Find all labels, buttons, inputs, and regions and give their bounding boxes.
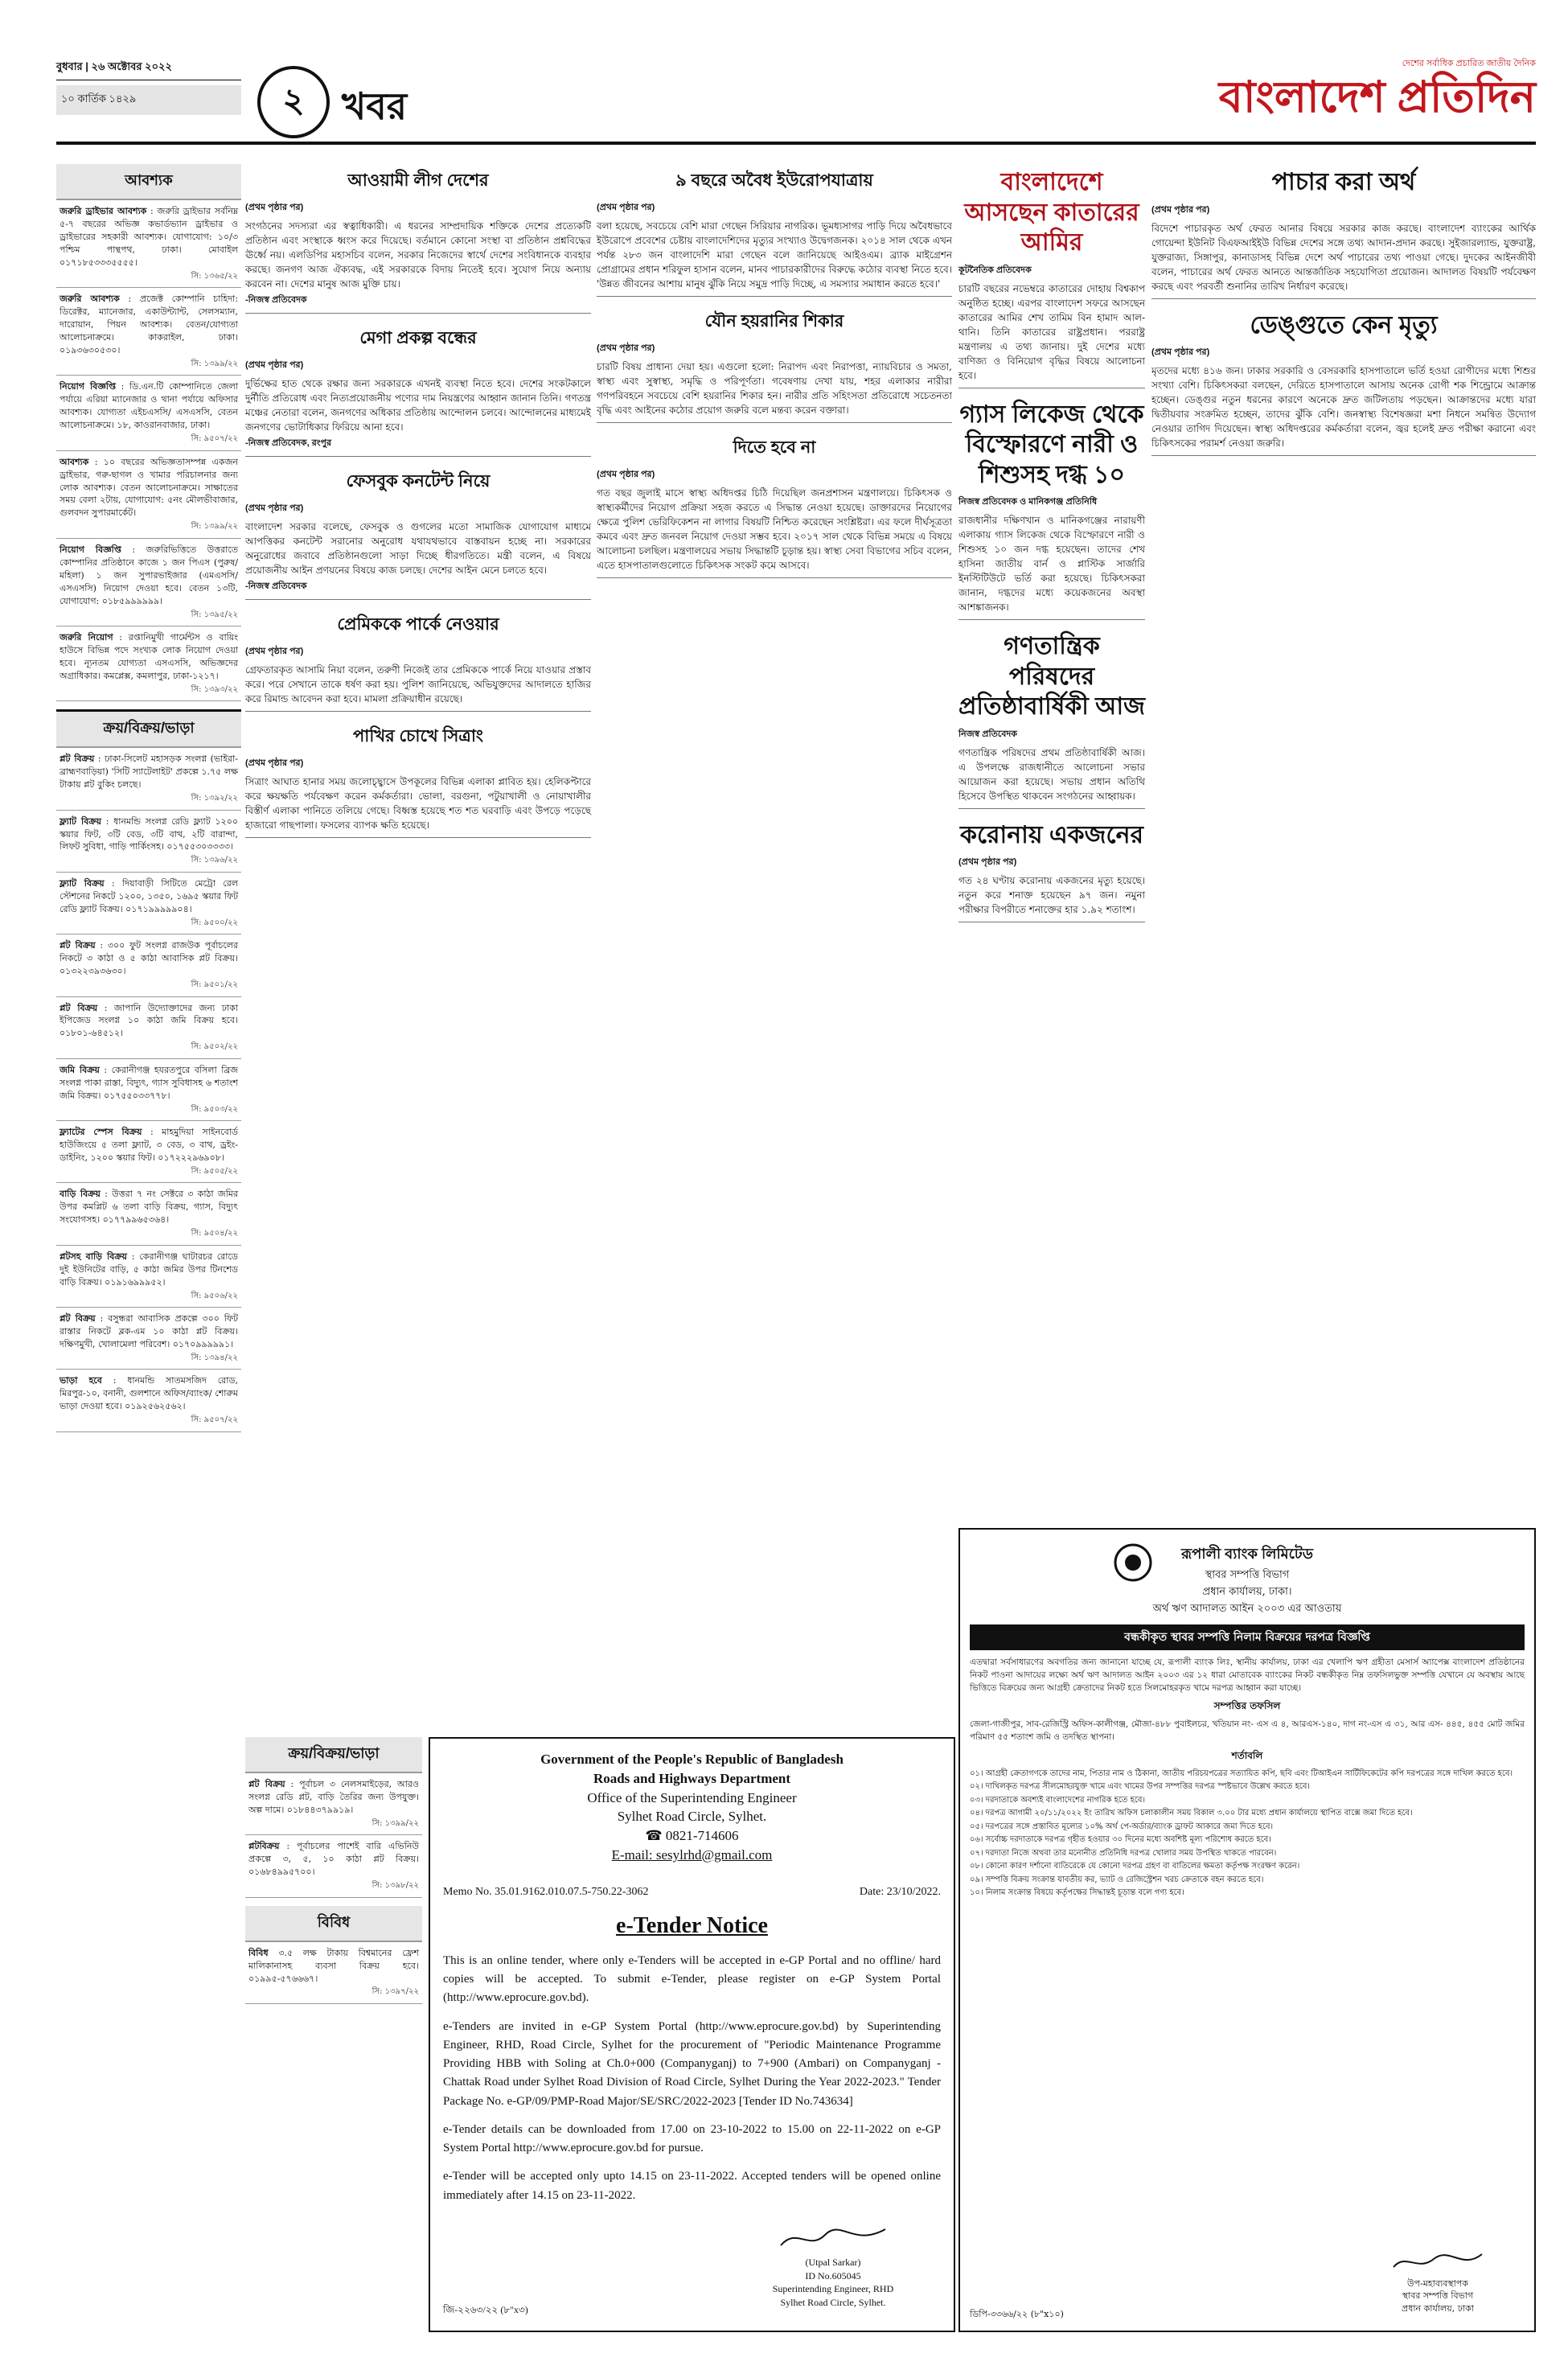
classified-ad[interactable]: প্লট বিক্রয় : পূর্বাচল ৩ নেলসমাইড়ের, আরও সংলগ্ন রেডি প্লট, বাড়ি তৈরির জন্য উপযুক্ত। অল্প দামে। ০১৮৪৪৩৭৯৯১৯। সি: ১৩৯৯/২২ — [245, 1773, 422, 1835]
date-block — [56, 56, 241, 115]
article-body: গ্রেফতারকৃত আসামি নিয়া বলেন, তরুণী নিজেই তার প্রেমিককে পার্কে নিয়ে যাওয়ার প্রস্তাব করে। পরে সেখানে তাকে ধর্ষণ করা হয়। পুলিশ জানিয়েছে, অভিযুক্তদের আদালতে হাজির করে রিমান্ড আবেদন করা হবে। মামলা প্রক্রিয়াধীন রয়েছে। — [245, 664, 591, 704]
ad-title: প্লট বিক্রয় — [60, 1002, 98, 1013]
ad-title: প্লট বিক্রয় — [60, 940, 96, 951]
ad-text: কেরানীগঞ্জ ঘাটারচর রোডে দুই ইউনিটের বাড়ি, ৫ কাঠা জমির উপর টিনশেড বাড়ি বিক্রয়। ০১৯১৬৯৯৯৫২। — [60, 1251, 238, 1288]
article-body: বলা হয়েছে, সবচেয়ে বেশি মারা গেছেন সিরিয়ার নাগরিক। ভূমধ্যসাগর পাড়ি দিয়ে অবৈধভাবে ইউরোপে প্রবেশের চেষ্টায় বাংলাদেশিদের মৃত্যুর সংখ্যাও উদ্বেগজনক। ২০১৪ সাল থেকে এখন পর্যন্ত ২৮৩ জন বাংলাদেশি মারা গেছেন বলে জানিয়েছে আইওএম। ব্র্যাক মাইগ্রেশন প্রোগ্রামের প্রধান শরিফুল হাসান বলেন, মানব পাচারকারীদের বিরুদ্ধে কঠোর ব্যবস্থা নিতে হবে। 'উন্নত জীবনের আশায় মানুষ ঝুঁকি নিয়ে সমুদ্র পাড়ি দিচ্ছে, এ সমস্যার সমাধান করতে হবে।' — [597, 220, 952, 290]
masthead — [56, 56, 1536, 153]
date-gregorian: বুধবার | ২৬ অক্টোবর ২০২২ — [56, 56, 241, 80]
ad-code: সি: ১৩৯৮/২২ — [371, 1881, 419, 1891]
ad-text: ৩০০ ফুট সংলগ্ন রাজউক পূর্বাচলের নিকটে ৩ কাঠা ও ৫ কাঠা আবাসিক প্লট বিক্রয়। ০১৩২২৩৯৩৬৩০। — [60, 940, 239, 977]
tender-sign-office: Sylhet Road Circle, Sylhet. — [780, 2297, 886, 2309]
article-byline: (প্রথম পৃষ্ঠার পর) — [245, 203, 304, 212]
news-column-4 — [1151, 164, 1536, 464]
article-byline: (প্রথম পৃষ্ঠার পর) — [1151, 204, 1210, 215]
bank-condition-item: ০৩। দরদাতাকে অবশ্যই বাংলাদেশের নাগরিক হতে হবে। — [970, 1795, 1146, 1805]
ad-text: পূর্বাচলের পাশেই বারি এভিনিউ প্রকল্পে ৩, ৫, ১০ কাঠা প্লট বিক্রয়। ০১৬৮৪৯৯৫৭০০। — [248, 1841, 419, 1878]
ad-text: দিয়াবাড়ী সিটিতে মেট্রো রেল স্টেশনের নিকটে ১২০০, ১৩৫০, ১৬৯৫ স্কয়ার ফিট রেডি ফ্ল্যাট বিক্রয়। ০১৭১৯৯৯৯৯০৪। — [60, 877, 238, 914]
classified-ad[interactable]: ফ্ল্যাট বিক্রয় : দিয়াবাড়ী সিটিতে মেট্রো রেল স্টেশনের নিকটে ১২০০, ১৩৫০, ১৬৯৫ স্কয়ার ফিট রেডি ফ্ল্যাট বিক্রয়। ০১৭১৯৯৯৯৯০৪। সি: ৯৫০০/২২ — [56, 873, 241, 934]
ad-code: সি: ১৩৯২/২২ — [191, 794, 238, 803]
misc-sale-heading: ক্রয়/বিক্রয়/ভাড়া — [245, 1737, 422, 1773]
ad-text: উত্তরা ৭ নং সেক্টরে ৩ কাঠা জমির উপর কমপ্লিট ৬ তলা বাড়ি বিক্রয়, গ্যাস, বিদ্যুৎ সংযোগসহ। ০১৭৭৯৯৬৫৩৬৪। — [60, 1189, 239, 1226]
page-number-badge: ২ — [257, 66, 330, 138]
ad-text: প্রজেক্ট কোম্পানি চাহিদা: ডিরেক্টর, ম্যানেজার, একাউন্ট্যান্ট, সেলসম্যান, দারোয়ান, পিয়ন আবশ্যক। বেতন/যোগ্যতা আলোচনাক্রমে। কাকরাইল, ঢাকা। ০১৯৩৬৩০৫৩০। — [60, 294, 239, 355]
bank-condition-item: ০১। আগ্রহী ক্রেতাগণকে তাদের নাম, পিতার নাম ও ঠিকানা, জাতীয় পরিচয়পত্রের সত্যায়িত কপি, ছবি এবং টিআইএন সার্টিফিকেটের কপি দরপত্রের সঙ্গে দাখিল করতে হবে। — [970, 1768, 1513, 1778]
article-byline: (প্রথম পৃষ্ঠার পর) — [1151, 347, 1210, 357]
classified-ad[interactable]: প্লটসহ বাড়ি বিক্রয় : কেরানীগঞ্জ ঘাটারচর রোডে দুই ইউনিটের বাড়ি, ৫ কাঠা জমির উপর টিনশেড বাড়ি বিক্রয়। ০১৯১৬৯৯৯৫২। সি: ৯৫০৬/২২ — [56, 1246, 241, 1308]
bank-logo-icon — [1113, 1542, 1153, 1583]
classified-ad[interactable]: প্লট বিক্রয় : ৩০০ ফুট সংলগ্ন রাজউক পূর্বাচলের নিকটে ৩ কাঠা ও ৫ কাঠা আবাসিক প্লট বিক্রয়। ০১৩২২৩৯৩৬৩০। সি: ৯৫০১/২২ — [56, 934, 241, 996]
classified-ad[interactable]: প্লটবিক্রয় : পূর্বাচলের পাশেই বারি এভিনিউ প্রকল্পে ৩, ৫, ১০ কাঠা প্লট বিক্রয়। ০১৬৮৪৯৯৫৭০০। সি: ১৩৯৮/২২ — [245, 1835, 422, 1897]
bank-intro: এতদ্বারা সর্বসাধারণের অবগতির জন্য জানানো যাচ্ছে যে, রূপালী ব্যাংক লিঃ, স্থানীয় কার্যালয়, ঢাকা এর খেলাপি ঋণ গ্রহীতা মেসার্স অ্যাপেক্স বাংলাদেশ প্রতিষ্ঠানের নিকট পাওনা আদায়ের লক্ষ্যে অর্থ ঋণ আদালত আইন ২০০৩ এর ১২ ধারা মোতাবেক ব্যাংকের নিকট বন্ধকীকৃত নিম্ন তফসিলভুক্ত সম্পত্তি যেখানে যে অবস্থায় আছে ভিত্তিতে বিক্রয়ের জন্য আগ্রহী ক্রেতাদের নিকট হতে সিলমোহরকৃত খামে দরপত্র আহ্বান করা যাচ্ছে। — [970, 1657, 1525, 1693]
date-bengali: ১০ কার্তিক ১৪২৯ — [56, 85, 241, 115]
ad-code: সি: ১৩৯৬/২২ — [191, 856, 238, 865]
news-article — [245, 608, 591, 712]
bank-conditions-list — [970, 1768, 1525, 1900]
sale-heading: ক্রয়/বিক্রয়/ভাড়া — [56, 712, 241, 748]
ad-code: সি: ৯৫০২/২২ — [191, 1042, 238, 1052]
ad-title: প্লট বিক্রয় — [60, 1313, 96, 1325]
article-byline: (প্রথম পৃষ্ঠার পর) — [958, 857, 1017, 867]
news-column-1 — [245, 164, 591, 846]
ad-title: বাড়ি বিক্রয় — [60, 1189, 101, 1200]
classified-ad[interactable]: প্লট বিক্রয় : জাপানি উদ্যোক্তাদের জন্য ঢাকা ইপিজেড সংলগ্ন ১০ কাঠা জমি বিক্রয় হবে। ০১৮০১-৬৪৫১২। সি: ৯৫০২/২২ — [56, 997, 241, 1059]
ad-text: ডি.এন.টি কোম্পানিতে জেলা পর্যায়ে এরিয়া ম্যানেজার ও থানা পর্যায়ে অফিসার আবশ্যক। যোগ্যতা এইচএসসি/ এসএসসি, বেতন আলোচনাক্রমে। ১৮, কাওরানবাজার, ঢাকা। — [60, 381, 239, 431]
tender-para-4: e-Tender will be accepted only upto 14.15 on 23-11-2022. Accepted tenders will be opened online immediately after 14.15 on 23-11-2022. — [443, 2170, 941, 2202]
bank-sign-title: উপ-মহাব্যবস্থাপক — [1407, 2277, 1468, 2289]
ad-code: সি: ৯৫০৬/২২ — [191, 1291, 238, 1300]
article-divider — [245, 837, 591, 838]
article-byline: (প্রথম পৃষ্ঠার পর) — [597, 343, 655, 353]
ad-title: প্লটসহ বাড়ি বিক্রয় — [60, 1251, 128, 1262]
bank-note: অর্থ ঋণ আদালত আইন ২০০৩ এর আওতায় — [1152, 1603, 1342, 1615]
ad-text: মাহমুদিয়া সাইনবোর্ড হাউজিংয়ে ৫ তলা ফ্ল্যাট, ৩ বেড, ৩ বাথ, ড্রইং-ডাইনিং, ১২০০ স্কয়ার ফিট। ০১৭২২২৯৬৯০৮। — [60, 1127, 239, 1163]
article-body: চারটি বিষয় প্রাধান্য দেয়া হয়। এগুলো হলো: নিরাপদ এবং নিরাপত্তা, ন্যায়বিচার ও সমতা, স্বাস্থ্য এবং সুস্বাস্থ্য, সমৃদ্ধি ও পরিপূর্ণতা। গবেষণায় দেখা যায়, শহর এলাকার নারীরা গণপরিবহনে সবচেয়ে বেশি হয়রানির শিকার হন। নারীর প্রতি সহিংসতা প্রতিরোধে সচেতনতা বৃদ্ধি এবং আইনের কঠোর প্রয়োগ জরুরি বলে মন্তব্য করেন বক্তারা। — [597, 361, 952, 416]
article-body: বিদেশে পাচারকৃত অর্থ ফেরত আনার বিষয়ে সরকার কাজ করছে। বাংলাদেশ ব্যাংকের আর্থিক গোয়েন্দা ইউনিট বিএফআইইউ বিভিন্ন দেশের সঙ্গে তথ্য আদান-প্রদান করছে। সুইজারল্যান্ড, যুক্তরাষ্ট্র, যুক্তরাজ্য, সিঙ্গাপুর, কানাডাসহ বিভিন্ন দেশে অর্থ পাচারের তথ্য পাওয়া গেছে। দুদকের আইনজীবী বলেন, পাচারের অর্থ ফেরত আনতে আন্তর্জাতিক সহযোগিতা প্রয়োজন। আদালত বিষয়টি পর্যবেক্ষণ করছে এবং পরবর্তী শুনানির তারিখ নির্ধারণ করেছে। — [1151, 222, 1536, 292]
ad-title: প্লটবিক্রয় — [248, 1841, 280, 1852]
bank-conditions-heading: শর্তাবলি — [1231, 1749, 1263, 1761]
article-divider — [958, 619, 1145, 620]
article-divider — [1151, 298, 1536, 299]
article-body: দুর্ভিক্ষের হাত থেকে রক্ষার জন্য সরকারকে এখনই ব্যবস্থা নিতে হবে। দেশের সংকটকালে দুর্নীতি প্রতিরোধ এবং নিত্যপ্রয়োজনীয় পণ্যের দাম নিয়ন্ত্রণের আহ্বান জানান তিনি। গণতন্ত্র মঞ্চের নেতারা বলেন, জনগণের অধিকার প্রতিষ্ঠায় আন্দোলন চলবে। আন্দোলনের মাধ্যমেই জনগণের ভোটাধিকার ফিরিয়ে আনা হবে। — [245, 378, 591, 433]
article-headline[interactable]: প্রেমিককে পার্কে নেওয়ার — [337, 615, 499, 634]
classified-ad[interactable]: বাড়ি বিক্রয় : উত্তরা ৭ নং সেক্টরে ৩ কাঠা জমির উপর কমপ্লিট ৬ তলা বাড়ি বিক্রয়, গ্যাস, বিদ্যুৎ সংযোগসহ। ০১৭৭৯৯৬৫৩৬৪। সি: ৯৫০৪/২২ — [56, 1183, 241, 1245]
tender-para-1: This is an online tender, where only e-Tenders will be accepted in e-GP Portal and no offline/ hard copies will be accepted. To submit e-Tender, please register on e-GP System Portal (http://www.eprocure.gov.bd). — [443, 1953, 941, 2005]
news-article — [958, 628, 1145, 809]
classified-ad[interactable]: ফ্ল্যাটের স্পেস বিক্রয় : মাহমুদিয়া সাইনবোর্ড হাউজিংয়ে ৫ তলা ফ্ল্যাট, ৩ বেড, ৩ বাথ, ড্রইং-ডাইনিং, ১২০০ স্কয়ার ফিট। ০১৭২২২৯৬৯০৮। সি: ৯৫০৫/২২ — [56, 1121, 241, 1183]
sale-section — [56, 709, 241, 1431]
article-headline[interactable]: আওয়ামী লীগ দেশের — [347, 171, 489, 190]
ad-text: রপ্তানিমুখী গার্মেন্টস ও বায়িং হাউসে বিভিন্ন পদে সংখ্যক লোক নিয়োগ দেওয়া হবে। ন্যূনতম যোগ্যতা এসএসসি, অভিজ্ঞদের অগ্রাধিকার। কমপ্লেক্স, কমলাপুর, ঢাকা-১২১৭। — [60, 632, 239, 681]
misc-ad[interactable] — [245, 1942, 422, 2004]
news-article — [958, 817, 1145, 923]
bank-sign-dept: স্থাবর সম্পত্তি বিভাগ — [1402, 2290, 1474, 2302]
bank-condition-item: ১০। নিলাম সংক্রান্ত বিষয়ে কর্তৃপক্ষের সিদ্ধান্তই চূড়ান্ত বলে গণ্য হবে। — [970, 1888, 1184, 1898]
tender-phone-row — [443, 1826, 941, 1846]
classified-ad[interactable]: ভাড়া হবে : ধানমন্ডি সাতমসজিদ রোড, মিরপুর-১০, বনানী, গুলশানে অফিস/ব্যাংক/ শোরুম ভাড়া দেওয়া হবে। ০১৯২৫৬২৫৬২। সি: ৯৫০৭/২২ — [56, 1370, 241, 1431]
tender-circle: Sylhet Road Circle, Sylhet. — [617, 1809, 767, 1825]
ad-title: আবশ্যক — [60, 456, 89, 467]
news-article — [958, 164, 1145, 388]
misc-sale-ad-list — [245, 1773, 422, 1898]
article-divider — [1151, 455, 1536, 456]
article-body: গণতান্ত্রিক পরিষদের প্রথম প্রতিষ্ঠাবার্ষিকী আজ। এ উপলক্ষে রাজধানীতে আলোচনা সভার আয়োজন করা হয়েছে। সভায় প্রধান অতিথি হিসেবে উপস্থিত থাকবেন সংগঠনের আহ্বায়ক। — [958, 746, 1145, 802]
bank-condition-item: ০২। দাখিলকৃত দরপত্র সীলমোহরযুক্ত খামে এবং খামের উপর সম্পত্তির দরপত্র স্পষ্টভাবে উল্লেখ করতে হবে। — [970, 1782, 1310, 1792]
article-byline: (প্রথম পৃষ্ঠার পর) — [597, 470, 655, 479]
article-byline: নিজস্ব প্রতিবেদক — [958, 729, 1017, 739]
ad-text: জরুরিভিত্তিতে উত্তরাতে কোম্পানির প্রতিষ্ঠানে কাজে ১ জন পিএস (পুরুষ/মহিলা) ১ জন সুপারভাইজার (এমএসসি/এসএসসি) নিয়োগ দেওয়া হবে। বেতন ১৩টি, যোগাযোগ: ০১৮৫৯৯৯৯৯৯। — [60, 544, 239, 606]
ad-title: জরুরি নিয়োগ — [60, 632, 113, 643]
tender-ref: জি-২২৬৩/২২ (৮"x৩) — [443, 2304, 528, 2315]
tender-dept: Roads and Highways Department — [593, 1770, 791, 1786]
ad-title: নিয়োগ বিজ্ঞপ্তি — [60, 544, 121, 555]
ad-code: সি: ১৩৯৪/২২ — [191, 1353, 238, 1362]
ad-code: সি: ১৩৬৫/২২ — [191, 271, 238, 281]
bank-condition-item: ০৭। দরদাতা নিজে অথবা তার মনোনীত প্রতিনিধি দরপত্র খোলার সময় উপস্থিত থাকতে পারবেন। — [970, 1848, 1277, 1858]
article-divider — [958, 808, 1145, 809]
classified-ad[interactable]: ফ্ল্যাট বিক্রয় : ধানমন্ডি সংলগ্ন রেডি ফ্ল্যাট ১২০০ স্কয়ার ফিট, ৩টি বেড, ৩টি বাথ, ২টি বারান্দা, লিফট সুবিধা, গাড়ি পার্কিংসহ। ০১৭৫৫৩০৩৩৩৩। সি: ১৩৯৬/২২ — [56, 811, 241, 873]
bank-condition-item: ০৮। কোনো কারণ দর্শানো ব্যতিরেকে যে কোনো দরপত্র গ্রহণ বা বাতিলের ক্ষমতা কর্তৃপক্ষ সংরক্ষণ করেন। — [970, 1862, 1300, 1871]
tender-title: e-Tender Notice — [616, 1912, 768, 1938]
ad-text: ধানমন্ডি সাতমসজিদ রোড, মিরপুর-১০, বনানী, গুলশানে অফিস/ব্যাংক/ শোরুম ভাড়া দেওয়া হবে। ০১৯২৫৬২৫৬২। — [60, 1375, 238, 1412]
ad-title: ফ্ল্যাট বিক্রয় — [60, 877, 105, 889]
bank-banner: বন্ধকীকৃত স্থাবর সম্পত্তি নিলাম বিক্রয়ের দরপত্র বিজ্ঞপ্তি — [970, 1624, 1525, 1650]
bank-ref: ডিপি-৩৩৬৬/২২ (৮"x১০) — [970, 2309, 1064, 2319]
ad-title: ভাড়া হবে — [60, 1375, 102, 1386]
ad-code: সি: ৯৫০৪/২২ — [191, 1229, 238, 1238]
signature-mark-icon — [1389, 2249, 1486, 2273]
article-divider — [245, 456, 591, 457]
article-byline: (প্রথম পৃষ্ঠার পর) — [245, 758, 304, 768]
article-divider — [245, 599, 591, 600]
article-headline[interactable]: মেগা প্রকল্প বন্ধের — [359, 329, 477, 347]
tender-para-2: e-Tenders are invited in e-GP System Portal (http://www.eprocure.gov.bd) by Superintending Engineer, RHD, Road Circle, Sylhet for the procurement of "Periodic Maintenance Programme Providing HBB with Soling at Ch.0+000 (Companyganj) to 7+900 (Ambari) on Companyganj -Chattak Road under Sylhet Road Division of Road Circle, Sylhet During the Year 2022-2023." Tender Package No. e-GP/09/PMP-Road Major/SE/SRC/2022-2023 [Tender ID No.743634] — [443, 2019, 941, 2108]
ad-title: নিয়োগ বিজ্ঞপ্তি — [60, 381, 116, 392]
ad-code: সি: ৯৫০৭/২২ — [191, 1415, 238, 1425]
article-body: চারটি বছরের নভেম্বরে কাতারের দোহায় বিশ্বকাপ অনুষ্ঠিত হচ্ছে। এরপর বাংলাদেশ সফরে আসছেন কাতারের আমির শেখ তামিম বিন হামাদ আল-থানি। তিনি কাতারের রাষ্ট্রপ্রধান। পররাষ্ট্র মন্ত্রণালয় এ তথ্য জানায়। দুই দেশের মধ্যে বাণিজ্য ও বিনিয়োগ বৃদ্ধির বিষয়ে আলোচনা হবে। — [958, 282, 1145, 381]
tender-memo-row — [443, 1886, 941, 1899]
tender-sign-name: (Utpal Sarkar) — [805, 2256, 861, 2268]
classified-ad[interactable]: আবশ্যক : ১০ বছরের অভিজ্ঞতাসম্পন্ন একজন ড্রাইভার, গরু-ছাগল ও খামার পরিচালনার জন্য লোক আবশ্যক। বেতন আলোচনাক্রমে। সাক্ষাতের সময় বেলা ২টায়, যোগাযোগ: ৫নং মৌলভীবাজার, গুলবদন সুপারমার্কেট। সি: ১৩৯৯/২২ — [56, 451, 241, 539]
article-body: বাংলাদেশ সরকার বলেছে, ফেসবুক ও গুগলের মতো সামাজিক যোগাযোগ মাধ্যমে আপত্তিকর কনটেন্ট সরানোর অনুরোধ যথাযথভাবে বাস্তবায়ন হচ্ছে না। সরকারের অনুরোধের জবাবে প্রতিষ্ঠানগুলো সাড়া দিচ্ছে ধীরগতিতে। মন্ত্রী বলেন, এ বিষয়ে প্রয়োজনীয় আইন প্রণয়নের বিষয়ে কাজ চলছে। দেশের আইন মেনে চলতে হবে। — [245, 521, 591, 576]
ad-title: জরুরি ড্রাইভার আবশ্যক — [60, 206, 147, 216]
article-divider — [597, 422, 952, 423]
ad-code: সি: ৯৫০৩/২২ — [191, 1104, 238, 1114]
ad-title: জরুরি আবশ্যক — [60, 294, 120, 305]
classified-heading: আবশ্যক — [56, 164, 241, 200]
article-divider — [245, 313, 591, 314]
bank-condition-item: ০৪। দরপত্র আগামী ২০/১১/২০২২ ইং তারিখ অফিস চলাকালীন সময় বিকাল ৩.০০ টার মধ্যে প্রধান কার্যালয়ে স্থাপিত বাক্সে জমা দিতে হবে। — [970, 1809, 1413, 1818]
article-body: মৃতদের মধ্যে ৪১৬ জন। ঢাকার সরকারি ও বেসরকারি হাসপাতালে ভর্তি হওয়া রোগীদের মধ্যে শিশুর সংখ্যা বেশি। চিকিৎসকরা বলছেন, দেরিতে হাসপাতালে আসায় অনেক রোগী শক শিন্ড্রোমে আক্রান্ত হচ্ছেন। ডেঙ্গুর নতুন ধরনের কারণে অনেকে দ্রুত জটিলতায় পড়ছেন। আক্রান্তদের মধ্যে যারা দ্বিতীয়বার সংক্রমিত হচ্ছেন, তাদের ঝুঁকি বেশি। জনস্বাস্থ্য বিশেষজ্ঞরা মশা নিধনে সমন্বিত উদ্যোগ নেওয়ার তাগিদ দিয়েছেন। স্বাস্থ্য অধিদপ্তরের কর্মকর্তারা বলেন, জ্বর হলেই দ্রুত পরীক্ষা করানো এবং চিকিৎসকের পরামর্শ নেওয়া জরুরি। — [1151, 365, 1537, 449]
bank-auction-notice — [958, 1528, 1536, 2332]
classified-ad[interactable]: জরুরি আবশ্যক : প্রজেক্ট কোম্পানি চাহিদা: ডিরেক্টর, ম্যানেজার, একাউন্ট্যান্ট, সেলসম্যান, দারোয়ান, পিয়ন আবশ্যক। বেতন/যোগ্যতা আলোচনাক্রমে। কাকরাইল, ঢাকা। ০১৯৩৬৩০৫৩০। সি: ১৩৯৯/২২ — [56, 288, 241, 376]
tender-office: Office of the Superintending Engineer — [587, 1789, 797, 1805]
ad-title: প্লট বিক্রয় — [60, 754, 95, 765]
article-headline[interactable]: পাখির চোখে সিত্রাং — [353, 727, 483, 745]
ad-text: বসুন্ধরা আবাসিক প্রকল্পে ৩০০ ফিট রাস্তার নিকটে ব্লক-এম ১০ কাঠা প্লট বিক্রয়। দক্ষিণমুখী, খোলামেলা পরিবেশ। ০১৭০৯৯৯৯৯১। — [60, 1313, 238, 1349]
newspaper-logo[interactable] — [1158, 56, 1536, 124]
ad-code: সি: ৯৫০১/২২ — [191, 980, 238, 989]
bank-condition-item: ০৫। দরপত্রের সঙ্গে প্রস্তাবিত মূল্যের ১০% অর্থ পে-অর্ডার/ব্যাংক ড্রাফট আকারে জমা দিতে হবে। — [970, 1822, 1274, 1831]
news-article — [597, 164, 952, 297]
ad-text: ধানমন্ডি সংলগ্ন রেডি ফ্ল্যাট ১২০০ স্কয়ার ফিট, ৩টি বেড, ৩টি বাথ, ২টি বারান্দা, লিফট সুবিধা, গাড়ি পার্কিংসহ। ০১৭৫৫৩০৩৩৩৩। — [60, 815, 238, 852]
classified-ad[interactable]: জরুরি নিয়োগ : রপ্তানিমুখী গার্মেন্টস ও বায়িং হাউসে বিভিন্ন পদে সংখ্যক লোক নিয়োগ দেওয়া হবে। ন্যূনতম যোগ্যতা এসএসসি, অভিজ্ঞদের অগ্রাধিকার। কমপ্লেক্স, কমলাপুর, ঢাকা-১২১৭। সি: ১৩৯৩/২২ — [56, 626, 241, 701]
article-headline[interactable]: গ্যাস লিকেজ থেকে বিস্ফোরণে নারী ও শিশুসহ দগ্ধ ১০ — [959, 400, 1144, 488]
classified-ad[interactable]: নিয়োগ বিজ্ঞপ্তি : ডি.এন.টি কোম্পানিতে জেলা পর্যায়ে এরিয়া ম্যানেজার ও থানা পর্যায়ে অফিসার আবশ্যক। যোগ্যতা এইচএসসি/ এসএসসি, বেতন আলোচনাক্রমে। ১৮, কাওরানবাজার, ঢাকা। সি: ৯৫০৭/২২ — [56, 376, 241, 450]
article-byline: (প্রথম পৃষ্ঠার পর) — [245, 503, 304, 513]
tender-date: Date: 23/10/2022. — [859, 1885, 941, 1898]
article-headline[interactable]: ডেঙ্গুতে কেন মৃত্যু — [1250, 311, 1438, 339]
classified-ad[interactable]: নিয়োগ বিজ্ঞপ্তি : জরুরিভিত্তিতে উত্তরাতে কোম্পানির প্রতিষ্ঠানে কাজে ১ জন পিএস (পুরুষ/মহিলা) ১ জন সুপারভাইজার (এমএসসি/এসএসসি) নিয়োগ দেওয়া হবে। বেতন ১৩টি, যোগাযোগ: ০১৮৫৯৯৯৯৯৯। সি: ১৩৯৫/২২ — [56, 539, 241, 626]
news-article — [245, 164, 591, 314]
article-byline: কূটনৈতিক প্রতিবেদক — [958, 265, 1032, 275]
news-article — [1151, 164, 1536, 299]
article-divider — [597, 296, 952, 297]
news-article — [958, 396, 1145, 621]
tender-sign-id: ID No.605045 — [805, 2269, 861, 2282]
article-credit: -নিজস্ব প্রতিবেদক — [245, 581, 307, 591]
bank-signature-block — [1389, 2249, 1486, 2314]
ad-code: সি: ১৩৯৩/২২ — [191, 684, 238, 694]
bank-condition-item: ০৬। সর্বোচ্চ দরদাতাকে দরপত্র গৃহীত হওয়ার ৩০ দিনের মধ্যে অবশিষ্ট মূল্য পরিশোধ করতে হবে। — [970, 1835, 1271, 1845]
article-divider — [597, 577, 952, 578]
ad-code: সি: ১৩৯৯/২২ — [191, 522, 238, 532]
signature-mark-icon — [777, 2223, 889, 2252]
news-article — [245, 465, 591, 600]
article-headline[interactable]: ৯ বছরে অবৈধ ইউরোপযাত্রায় — [675, 171, 873, 190]
misc-ad-title: বিবিধ — [248, 1947, 269, 1958]
classified-ad-list — [56, 200, 241, 701]
ad-title: প্লট বিক্রয় — [248, 1779, 285, 1789]
news-article — [245, 322, 591, 457]
article-body: গত বছর জুলাই মাসে স্বাস্থ্য অধিদপ্তর চিঠি দিয়েছিল জনপ্রশাসন মন্ত্রণালয়ে। চিকিৎসক ও স্বাস্থ্যকর্মীদের নিয়োগ প্রক্রিয়া সহজ করতে এ সিদ্ধান্ত নেওয়া হয়েছে। ডাক্তারদের নিয়োগের ক্ষেত্রে পুলিশ ভেরিফিকেশন না লাগার বিষয়টি নিশ্চিত করেছেন সংশ্লিষ্টরা। এর ফলে দীর্ঘসূত্রতা কমবে এবং দ্রুত জনবল নিয়োগ দেওয়া সম্ভব হবে। ২০১৭ সাল থেকে বিভিন্ন সময়ে এ বিষয়ে আলোচনা চলছিল। মন্ত্রণালয়ের সভায় সিদ্ধান্তটি চূড়ান্ত হয়। স্বাস্থ্য সেবা বিভাগের সচিব বলেন, এতে হাসপাতালগুলোতে চিকিৎসক সংকট কমে আসবে। — [597, 487, 952, 571]
misc-ad-code: সি: ১৩৯৭/২২ — [371, 1987, 419, 1997]
ad-code: সি: ১৩৯৯/২২ — [371, 1818, 419, 1828]
classified-column — [56, 164, 241, 2335]
article-headline[interactable]: যৌন হয়রানির শিকার — [704, 312, 844, 331]
tender-sign-title: Superintending Engineer, RHD — [772, 2283, 894, 2295]
news-article — [1151, 307, 1536, 457]
bank-schedule: জেলা-গাজীপুর, সাব-রেজিস্ট্রি অফিস-কালীগঞ্জ, মৌজা-৪৮৮ পুবাইলচর, খতিয়ান নং- এস এ ৪, আরএস-১৪০, দাগ নং-এস এ ৩১, আর এস- ৪৪৫, ৪৫৫ মোট জমির পরিমাণ ৫৫ শতাংশ জমি ও তদস্থিত স্থাপনা। — [970, 1719, 1525, 1742]
phone-icon: ☎ — [645, 1828, 666, 1844]
article-headline[interactable]: করোনায় একজনের — [960, 821, 1143, 848]
news-column-3 — [958, 164, 1145, 930]
misc-ad-text: ৩.৫ লক্ষ টাকায় বিশ্বমানের ফ্রেশ মালিকানাসহ ব্যবসা বিক্রয় হবে। ০১৯৯৫-৫৭৬৬৬৭। — [248, 1947, 419, 1984]
ad-text: জরুরি ড্রাইভার সর্বনিম্ন ৫-৭ বছরের অভিজ্ঞ কভার্ডভ্যান ড্রাইভার ও ড্রাইভারের সহকারী আবশ্যক। যোগাযোগ: ১০/৩ পশ্চিম পান্থপথ, ঢাকা। মোবাইল ০১৭১৮৫৩৩৩৫৫৫৫। — [60, 206, 238, 268]
article-byline: (প্রথম পৃষ্ঠার পর) — [245, 360, 304, 370]
article-divider — [245, 711, 591, 712]
ad-text: ১০ বছরের অভিজ্ঞতাসম্পন্ন একজন ড্রাইভার, গরু-ছাগল ও খামার পরিচালনার জন্য লোক আবশ্যক। বেতন আলোচনাক্রমে। সাক্ষাতের সময় বেলা ২টায়, যোগাযোগ: ৫নং মৌলভীবাজার, গুলবদন সুপারমার্কেট। — [60, 456, 239, 519]
bank-dept: স্থাবর সম্পত্তি বিভাগ — [1205, 1569, 1290, 1581]
classified-ad[interactable]: জরুরি ড্রাইভার আবশ্যক : জরুরি ড্রাইভার সর্বনিম্ন ৫-৭ বছরের অভিজ্ঞ কভার্ডভ্যান ড্রাইভার ও ড্রাইভারের সহকারী আবশ্যক। যোগাযোগ: ১০/৩ পশ্চিম পান্থপথ, ঢাকা। মোবাইল ০১৭১৮৫৩৩৩৫৫৫৫। সি: ১৩৬৫/২২ — [56, 200, 241, 288]
ad-code: সি: ৯৫০৭/২২ — [191, 434, 238, 444]
article-credit: -নিজস্ব প্রতিবেদক, রংপুর — [245, 438, 332, 448]
ad-title: ফ্ল্যাটের স্পেস বিক্রয় — [60, 1127, 142, 1138]
bank-office: প্রধান কার্যালয়, ঢাকা। — [1202, 1586, 1292, 1598]
misc-sale-box — [245, 1737, 422, 2004]
bank-sign-office: প্রধান কার্যালয়, ঢাকা — [1401, 2302, 1474, 2314]
ad-title: ফ্ল্যাট বিক্রয় — [60, 815, 101, 827]
ad-code: সি: ১৩৯৫/২২ — [191, 610, 238, 619]
classified-ad[interactable]: জমি বিক্রয় : কেরানীগঞ্জ হযরতপুরে বসিলা ব্রিজ সংলগ্ন পাকা রাস্তা, বিদ্যুৎ, গ্যাস সুবিধাসহ ৬ শতাংশ জমি বিক্রয়। ০১৭৫৫০৩৩৭৭৮। সি: ৯৫০৩/২২ — [56, 1059, 241, 1121]
article-headline[interactable]: বাংলাদেশে আসছেন কাতারের আমির — [964, 169, 1139, 256]
ad-text: কেরানীগঞ্জ হযরতপুরে বসিলা ব্রিজ সংলগ্ন পাকা রাস্তা, বিদ্যুৎ, গ্যাস সুবিধাসহ ৬ শতাংশ জমি বিক্রয়। ০১৭৫৫০৩৩৭৭৮। — [60, 1064, 239, 1101]
article-headline[interactable]: ফেসবুক কনটেন্ট নিয়ে — [346, 472, 491, 491]
article-byline: (প্রথম পৃষ্ঠার পর) — [597, 203, 655, 212]
tender-gov-line: Government of the People's Republic of Bangladesh — [540, 1752, 844, 1767]
article-body: গত ২৪ ঘণ্টায় করোনায় একজনের মৃত্যু হয়েছে। নতুন করে শনাক্ত হয়েছেন ৯৭ জন। নমুনা পরীক্ষার বিপরীতে শনাক্তের হার ১.৯২ শতাংশ। — [958, 875, 1145, 915]
article-credit: -নিজস্ব প্রতিবেদক — [245, 295, 307, 305]
tender-memo: Memo No. 35.01.9162.010.07.5-750.22-3062 — [443, 1885, 649, 1898]
masthead-rule — [56, 142, 1536, 145]
ad-text: পূর্বাচল ৩ নেলসমাইড়ের, আরও সংলগ্ন রেডি প্লট, বাড়ি তৈরির জন্য উপযুক্ত। অল্প দামে। ০১৮৪৪৩৭৯৯১৯। — [248, 1779, 419, 1815]
article-body: সংগঠনের সদস্যরা এর স্বত্বাধিকারী। এ ধরনের সাম্প্রদায়িক শক্তিকে দেশের প্রত্যেকটি প্রতিষ্ঠান এবং সংস্থাকে ধ্বংস করে দিয়েছে। বর্তমানে কোনো সংস্থা বা প্রতিষ্ঠান প্রশ্নবিদ্ধের ঊর্ধ্বে নয়। এলডিপির মহাসচিব বলেন, সরকার নিজেদের স্বার্থে দেশের সংবিধানকে ব্যবহার করছে। জনগণ আজ ঐক্যবদ্ধ, এই সরকারকে বিদায় নিতেই হবে। সুযোগ নিয়ে অন্যায় করবেন না। দেশের মানুষ আজ মুক্তি চায়। — [245, 220, 591, 290]
bank-name: রূপালী ব্যাংক লিমিটেড — [1181, 1546, 1313, 1562]
article-byline: নিজস্ব প্রতিবেদক ও মানিকগঞ্জ প্রতিনিধি — [958, 497, 1098, 507]
section-title: খবর — [342, 85, 408, 127]
brand-name: বাংলাদেশ প্রতিদিন — [1218, 73, 1536, 121]
ad-code: সি: ১৩৯৯/২২ — [191, 359, 238, 368]
tender-email[interactable]: E-mail: sesylrhd@gmail.com — [611, 1846, 773, 1863]
ad-title: জমি বিক্রয় — [60, 1064, 100, 1075]
news-article — [245, 720, 591, 838]
article-body: সিত্রাং আঘাত হানার সময় জলোচ্ছ্বাসে উপকূলের বিভিন্ন এলাকা প্লাবিত হয়। হেলিকপ্টারে করে ক্ষয়ক্ষতি পর্যবেক্ষণ করেন কর্মকর্তারা। ভোলা, বরগুনা, পটুয়াখালী ও নোয়াখালীর বিস্তীর্ণ এলাকা পানিতে তলিয়ে গেছে। বিধ্বস্ত হয়েছে শত শত ঘরবাড়ি এবং উপড়ে পড়েছে হাজারো গাছপালা। ফসলের ব্যাপক ক্ষতি হয়েছে। — [245, 776, 591, 831]
brand-tagline: দেশের সর্বাধিক প্রচারিত জাতীয় দৈনিক — [1402, 59, 1536, 68]
ad-text: ঢাকা-সিলেট মহাসড়ক সংলগ্ন (ভাইরা-ব্রাহ্মণবাড়িয়া) 'সিটি স্যাটেলাইট' প্রকল্পে ১.৭৫ লক্ষ টাকায় প্লট বুকিং চলছে। — [60, 754, 238, 791]
article-headline[interactable]: দিতে হবে না — [733, 438, 816, 457]
news-article — [597, 431, 952, 578]
article-byline: (প্রথম পৃষ্ঠার পর) — [245, 647, 304, 656]
classified-ad[interactable]: প্লট বিক্রয় : ঢাকা-সিলেট মহাসড়ক সংলগ্ন (ভাইরা-ব্রাহ্মণবাড়িয়া) 'সিটি স্যাটেলাইট' প্রকল্পে ১.৭৫ লক্ষ টাকায় প্লট বুকিং চলছে। সি: ১৩৯২/২২ — [56, 748, 241, 810]
tender-signature-block — [729, 2223, 938, 2310]
article-headline[interactable]: গণতান্ত্রিক পরিষদের প্রতিষ্ঠাবার্ষিকী আজ — [958, 633, 1145, 720]
misc-heading: বিবিধ — [245, 1906, 422, 1942]
ad-code: সি: ৯৫০৫/২২ — [191, 1166, 238, 1176]
e-tender-notice — [429, 1737, 955, 2332]
ad-text: জাপানি উদ্যোক্তাদের জন্য ঢাকা ইপিজেড সংলগ্ন ১০ কাঠা জমি বিক্রয় হবে। ০১৮০১-৬৪৫১২। — [60, 1002, 239, 1039]
news-article — [597, 305, 952, 423]
article-body: রাজধানীর দক্ষিণখান ও মানিকগঞ্জের নারায়ণী এলাকায় গ্যাস লিকেজ থেকে বিস্ফোরণে নারী ও শিশুসহ ১০ জন দগ্ধ হয়েছেন। তাদের শেখ হাসিনা জাতীয় বার্ন ও প্লাস্টিক সার্জারি ইনস্টিটিউটে ভর্তি করা হয়েছে। চিকিৎসকরা জানান, দগ্ধদের মধ্যে কয়েকজনের অবস্থা আশঙ্কাজনক। — [958, 515, 1145, 613]
tender-phone: 0821-714606 — [665, 1828, 739, 1844]
sale-ad-list — [56, 748, 241, 1431]
article-headline[interactable]: পাচার করা অর্থ — [1271, 169, 1416, 195]
ad-code: সি: ৯৫০০/২২ — [191, 918, 238, 927]
tender-para-3: e-Tender details can be downloaded from 17.00 on 23-10-2022 to 15.00 on 22-11-2022 on e-GP System Portal http://www.eprocure.gov.bd for pursue. — [443, 2122, 941, 2155]
bank-condition-item: ০৯। সম্পত্তি বিক্রয় সংক্রান্ত যাবতীয় কর, ভ্যাট ও রেজিস্ট্রেশন খরচ ক্রেতাকে বহন করতে হবে। — [970, 1875, 1264, 1884]
bank-schedule-heading: সম্পত্তির তফসিল — [1213, 1700, 1281, 1712]
news-column-2 — [597, 164, 952, 586]
classified-ad[interactable]: প্লট বিক্রয় : বসুন্ধরা আবাসিক প্রকল্পে ৩০০ ফিট রাস্তার নিকটে ব্লক-এম ১০ কাঠা প্লট বিক্রয়। দক্ষিণমুখী, খোলামেলা পরিবেশ। ০১৭০৯৯৯৯৯১। সি: ১৩৯৪/২২ — [56, 1308, 241, 1370]
